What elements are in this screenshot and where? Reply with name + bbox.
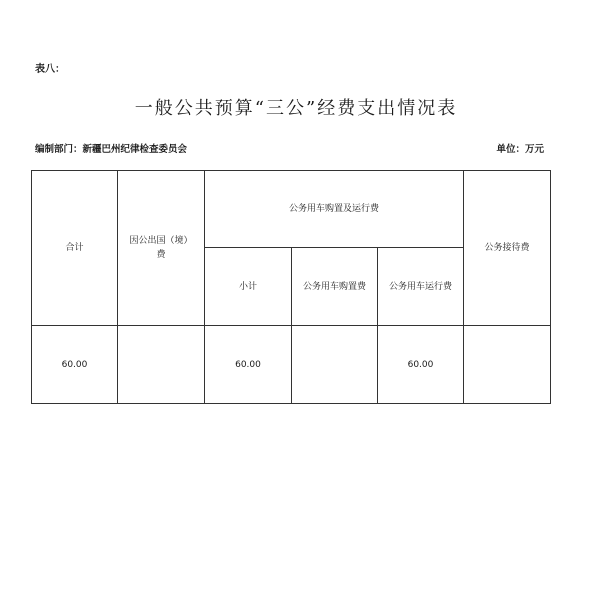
table-number: 表八： xyxy=(35,64,65,75)
value-vehicle-operation: 60.00 xyxy=(378,326,464,404)
value-vehicle-purchase xyxy=(292,326,378,404)
header-total: 合计 xyxy=(32,171,118,326)
page-title: 一般公共预算“三公”经费支出情况表 xyxy=(134,98,458,119)
header-row-1 xyxy=(32,171,551,248)
header-vehicle-purchase: 公务用车购置费 xyxy=(292,248,378,326)
unit-label: 单位：万元 xyxy=(496,144,544,155)
department-label: 编制部门：新疆巴州纪律检查委员会 xyxy=(35,144,188,155)
value-subtotal: 60.00 xyxy=(205,326,292,404)
value-reception xyxy=(464,326,551,404)
header-abroad xyxy=(118,171,205,326)
header-subtotal: 小计 xyxy=(205,248,292,326)
value-abroad xyxy=(118,326,205,404)
header-abroad-line2: 费 xyxy=(156,250,166,260)
header-vehicle-operation: 公务用车运行费 xyxy=(378,248,464,326)
header-abroad-line1: 因公出国（境） xyxy=(129,236,193,246)
value-total: 60.00 xyxy=(32,326,118,404)
table-row xyxy=(32,326,551,404)
header-reception: 公务接待费 xyxy=(464,171,551,326)
header-vehicle-group: 公务用车购置及运行费 xyxy=(205,171,464,248)
expense-table xyxy=(31,170,551,404)
